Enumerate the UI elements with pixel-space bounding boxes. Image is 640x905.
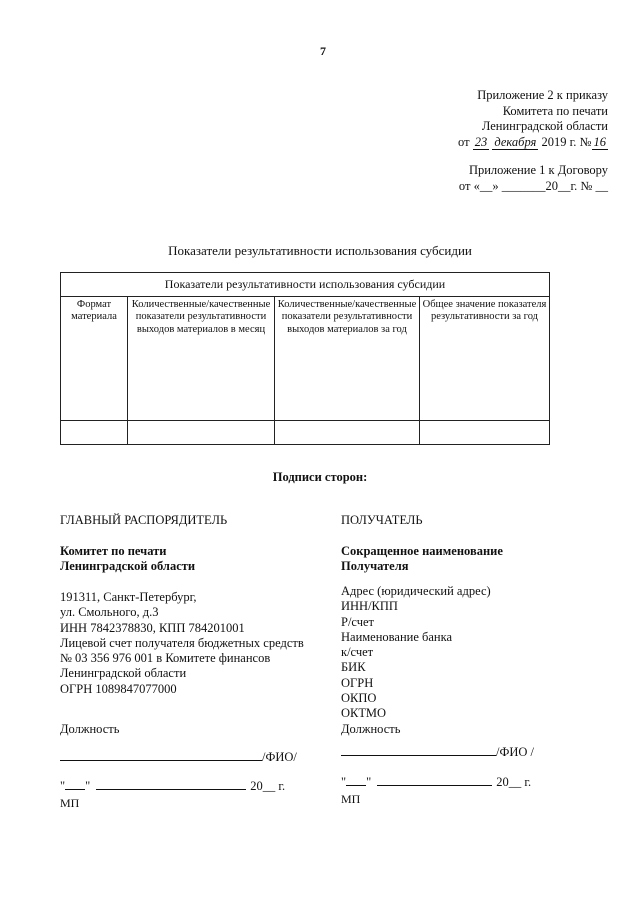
right-detail-line: к/счет (341, 645, 374, 660)
left-details (60, 590, 304, 697)
month-underline (377, 785, 492, 786)
indicators-table (60, 272, 550, 445)
appendix-line-3: Ленинградской области (481, 119, 608, 133)
contract-appendix-line-1: Приложение 1 к Договору (468, 163, 608, 177)
column-header-format: Формат материала (61, 296, 128, 420)
table-cell (128, 420, 275, 444)
right-detail-line: ОКПО (341, 691, 377, 706)
right-detail-line: ОКТМО (341, 706, 386, 721)
left-detail-line: № 03 356 976 001 в Комитете финансов (60, 651, 271, 666)
left-date-year: 20__ г. (250, 779, 286, 793)
left-fio-label: /ФИО/ (262, 750, 297, 764)
left-party-role: ГЛАВНЫЙ РАСПОРЯДИТЕЛЬ (60, 513, 228, 527)
signatures-title: Подписи сторон: (272, 470, 368, 484)
page-number: 7 (320, 44, 326, 58)
order-month: декабря (494, 134, 537, 149)
table-header-row (61, 296, 550, 420)
right-stamp-label: МП (341, 792, 361, 806)
close-quote: " (366, 775, 372, 789)
right-fio-label: /ФИО / (496, 745, 535, 759)
right-signature-line (341, 745, 534, 760)
right-date-year: 20__ г. (496, 775, 532, 789)
appendix-line-2: Комитета по печати (502, 103, 608, 118)
table-cell (275, 420, 420, 444)
right-detail-line: БИК (341, 660, 366, 675)
left-org-line-1: Комитет по печати (60, 544, 167, 558)
right-org-name (341, 544, 503, 575)
left-org-line-2: Ленинградской области (60, 559, 196, 574)
right-party-role: ПОЛУЧАТЕЛЬ (341, 513, 423, 527)
column-header-yearly: Количественные/качественные показатели результативности выходов материалов за год (275, 296, 420, 420)
order-year: 2019 г. № (541, 134, 592, 149)
left-org-name (60, 544, 195, 575)
close-quote: " (85, 779, 91, 793)
order-day: 23 (474, 134, 488, 149)
table-cell (420, 420, 550, 444)
left-detail-line: Ленинградской области (60, 666, 187, 681)
contract-appendix-line-2: от «__» _______20__г. № __ (458, 178, 608, 193)
table-cell (61, 420, 128, 444)
right-org-line-1: Сокращенное наименование (341, 544, 503, 558)
open-quote: " (341, 775, 347, 789)
table-caption: Показатели результативности использования субсидии (61, 273, 550, 297)
column-header-total: Общее значение показателя результативности за год (420, 296, 550, 420)
signature-underline (60, 760, 262, 761)
day-underline (346, 785, 366, 786)
left-detail-line: ОГРН 1089847077000 (60, 681, 177, 696)
signature-underline (341, 755, 496, 756)
contract-appendix-header (459, 163, 608, 194)
order-prefix: от (458, 134, 470, 149)
page-title: Показатели результативности использования субсидии (168, 243, 472, 258)
right-date-line (341, 775, 531, 790)
day-underline (65, 789, 85, 790)
left-detail-line: ул. Смольного, д.3 (60, 605, 159, 620)
order-number: 16 (593, 134, 606, 149)
left-detail-line: Лицевой счет получателя бюджетных средств (60, 635, 304, 650)
right-detail-line: ОГРН (341, 675, 374, 690)
left-date-line (60, 779, 285, 794)
right-detail-line: ИНН/КПП (341, 599, 398, 614)
right-detail-line: Р/счет (341, 614, 375, 629)
right-detail-line: Должность (341, 721, 401, 736)
table-row (61, 420, 550, 444)
appendix-line-1: Приложение 2 к приказу (477, 88, 608, 102)
left-detail-line: 191311, Санкт-Петербург, (60, 590, 197, 604)
right-details (341, 584, 491, 737)
right-detail-line: Наименование банка (341, 629, 453, 644)
column-header-monthly: Количественные/качественные показатели результативности выходов материалов в месяц (128, 296, 275, 420)
month-underline (96, 789, 246, 790)
table-caption-row (61, 273, 550, 297)
right-org-line-2: Получателя (341, 559, 409, 574)
appendix-header (458, 88, 608, 150)
left-position-label: Должность (60, 722, 120, 736)
left-detail-line: ИНН 7842378830, КПП 784201001 (60, 620, 245, 635)
order-date-line (458, 135, 608, 151)
left-signature-line (60, 750, 297, 765)
open-quote: " (60, 779, 66, 793)
right-detail-line: Адрес (юридический адрес) (341, 584, 491, 598)
left-stamp-label: МП (60, 796, 80, 810)
